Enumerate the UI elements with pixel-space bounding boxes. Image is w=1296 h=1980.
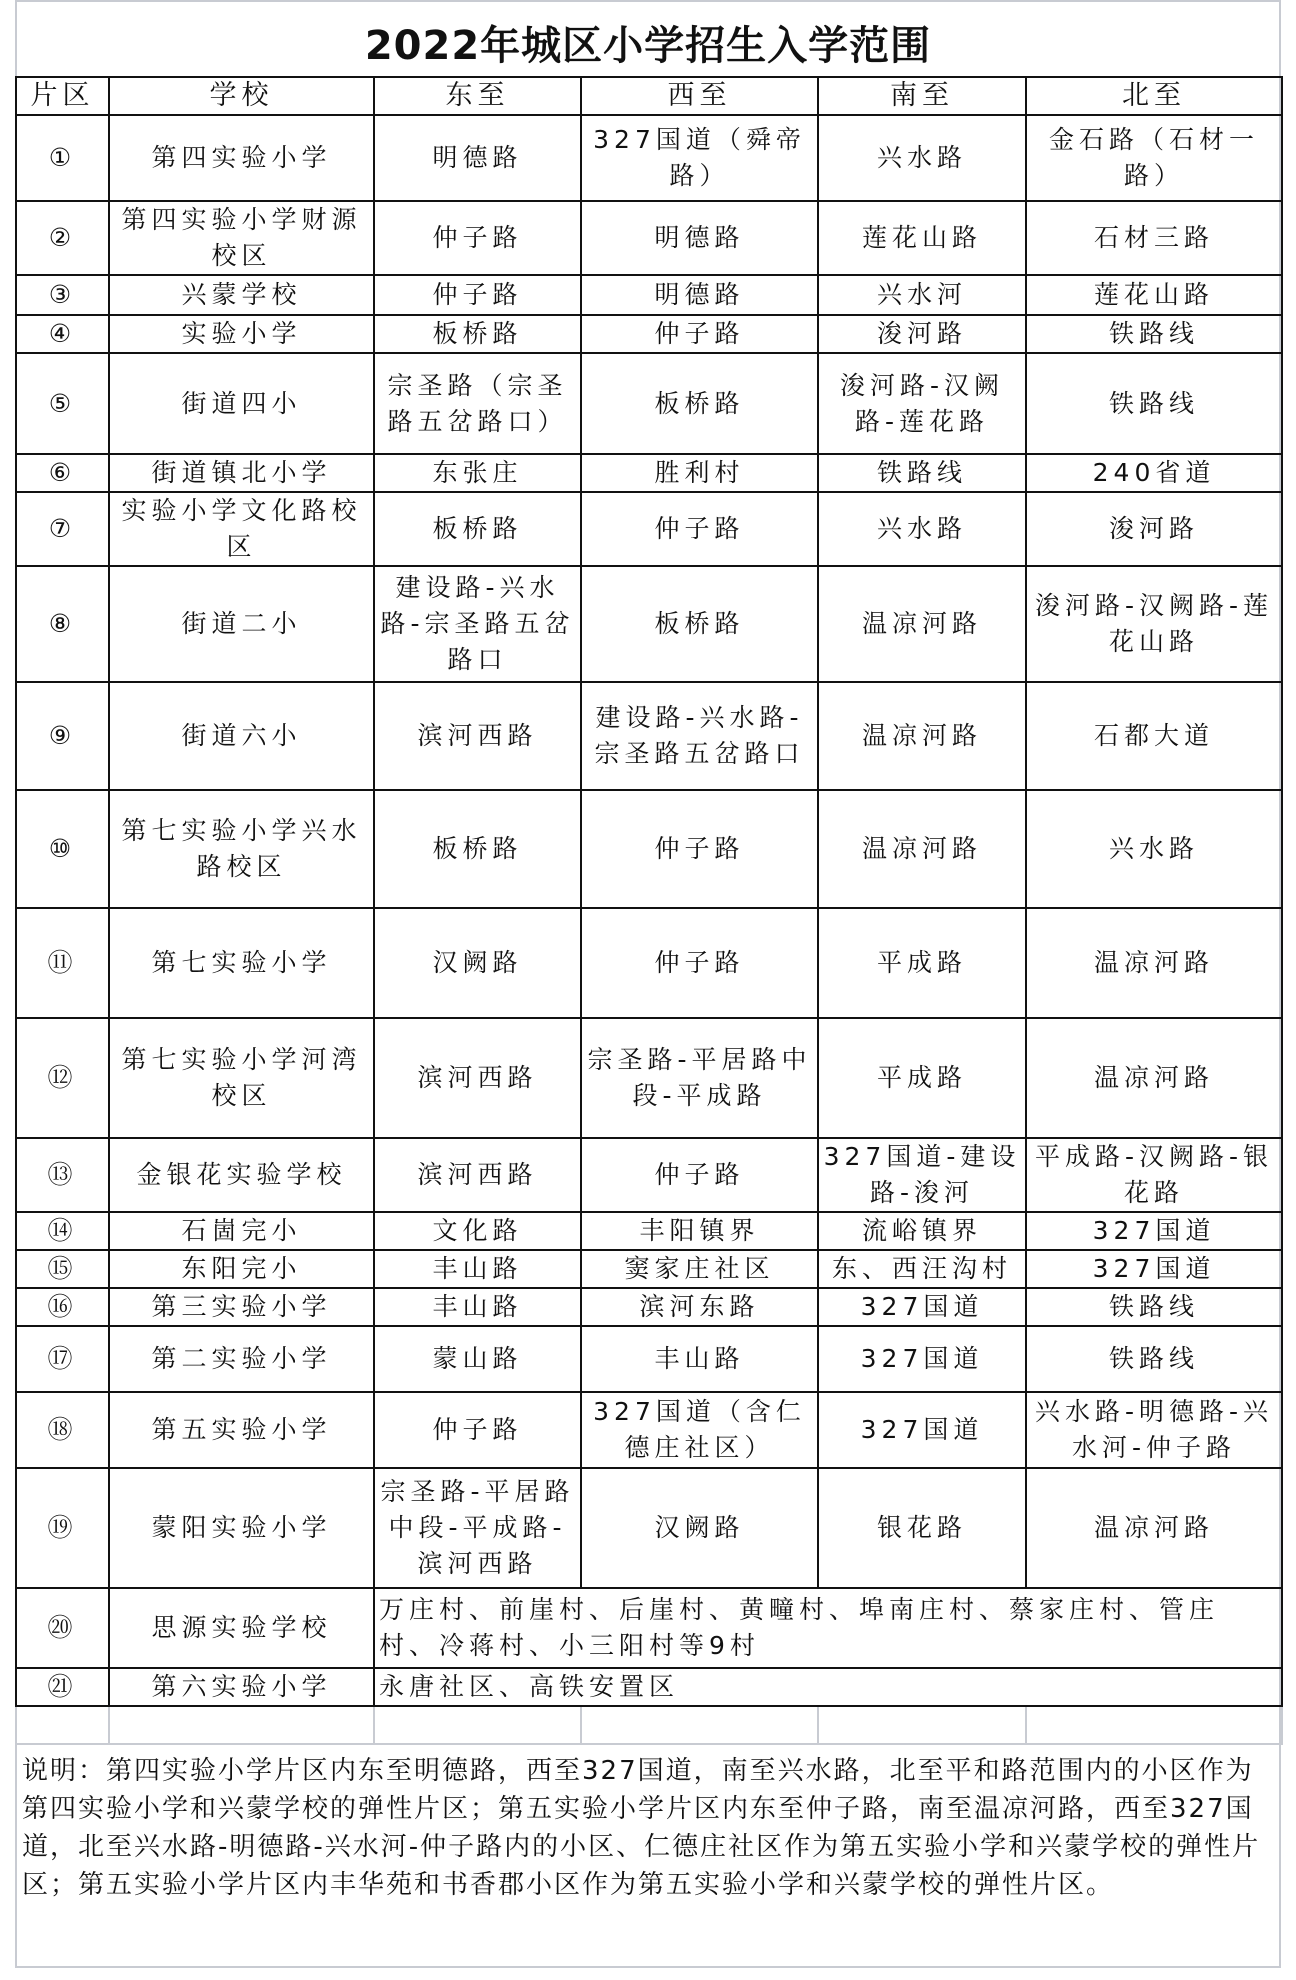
cell-east: 板桥路 bbox=[374, 790, 581, 908]
cell-north: 浚河路-汉阙路-莲花山路 bbox=[1026, 566, 1282, 682]
cell-no: ⑭ bbox=[16, 1212, 109, 1250]
table-row bbox=[16, 1468, 1282, 1588]
cell-no: ⑧ bbox=[16, 566, 109, 682]
cell-school: 东阳完小 bbox=[109, 1250, 374, 1288]
empty-cell bbox=[818, 1706, 1026, 1744]
table-row bbox=[16, 1392, 1282, 1468]
cell-no: ⑦ bbox=[16, 492, 109, 566]
table-row bbox=[16, 1138, 1282, 1212]
cell-no: ⑬ bbox=[16, 1138, 109, 1212]
table-row bbox=[16, 315, 1282, 353]
document-title: 2022年城区小学招生入学范围 bbox=[364, 23, 932, 69]
cell-north: 浚河路 bbox=[1026, 492, 1282, 566]
header-south: 南至 bbox=[818, 77, 1026, 115]
cell-south: 浚河路 bbox=[818, 315, 1026, 353]
table-row bbox=[16, 682, 1282, 790]
cell-south: 327国道 bbox=[818, 1326, 1026, 1392]
cell-north: 327国道 bbox=[1026, 1250, 1282, 1288]
cell-no: ⑯ bbox=[16, 1288, 109, 1326]
cell-north: 石都大道 bbox=[1026, 682, 1282, 790]
cell-school: 街道镇北小学 bbox=[109, 454, 374, 492]
blank-row bbox=[16, 1706, 1282, 1744]
cell-west: 仲子路 bbox=[581, 1138, 818, 1212]
cell-east: 宗圣路（宗圣路五岔路口） bbox=[374, 353, 581, 454]
table-row bbox=[16, 566, 1282, 682]
cell-school: 蒙阳实验小学 bbox=[109, 1468, 374, 1588]
table-row bbox=[16, 1668, 1282, 1706]
cell-west: 板桥路 bbox=[581, 353, 818, 454]
cell-north: 铁路线 bbox=[1026, 1288, 1282, 1326]
cell-north: 温凉河路 bbox=[1026, 908, 1282, 1018]
note-text: 说明：第四实验小学片区内东至明德路，西至327国道，南至兴水路，北至平和路范围内的小区作为第四实验小学和兴蒙学校的弹性片区；第五实验小学片区内东至仲子路，南至温凉河路，西至327国道，北至兴水路-明德路-兴水河-仲子路内的小区、仁德庄社区作为第五实验小学和兴蒙学校的弹性片区；第五实验小学片区内丰华苑和书香郡小区作为第五实验小学和兴蒙学校的弹性片区。 bbox=[22, 1756, 1261, 1900]
cell-east: 明德路 bbox=[374, 115, 581, 201]
cell-west: 板桥路 bbox=[581, 566, 818, 682]
cell-west: 仲子路 bbox=[581, 908, 818, 1018]
cell-no: ④ bbox=[16, 315, 109, 353]
table-row bbox=[16, 353, 1282, 454]
cell-north: 兴水路 bbox=[1026, 790, 1282, 908]
cell-no: ㉑ bbox=[16, 1668, 109, 1706]
cell-school: 思源实验学校 bbox=[109, 1588, 374, 1668]
table-row bbox=[16, 1212, 1282, 1250]
cell-east: 滨河西路 bbox=[374, 682, 581, 790]
table-row bbox=[16, 1326, 1282, 1392]
cell-south: 温凉河路 bbox=[818, 790, 1026, 908]
cell-west: 汉阙路 bbox=[581, 1468, 818, 1588]
cell-school: 第七实验小学兴水路校区 bbox=[109, 790, 374, 908]
cell-range: 万庄村、前崖村、后崖村、黄疃村、埠南庄村、蔡家庄村、管庄村、冷蒋村、小三阳村等9村 bbox=[374, 1588, 1282, 1668]
cell-north: 240省道 bbox=[1026, 454, 1282, 492]
cell-west: 丰阳镇界 bbox=[581, 1212, 818, 1250]
cell-school: 兴蒙学校 bbox=[109, 275, 374, 315]
cell-west: 建设路-兴水路-宗圣路五岔路口 bbox=[581, 682, 818, 790]
cell-school: 石崮完小 bbox=[109, 1212, 374, 1250]
cell-east: 丰山路 bbox=[374, 1250, 581, 1288]
cell-school: 第六实验小学 bbox=[109, 1668, 374, 1706]
cell-school: 金银花实验学校 bbox=[109, 1138, 374, 1212]
cell-school: 实验小学 bbox=[109, 315, 374, 353]
header-west: 西至 bbox=[581, 77, 818, 115]
cell-west: 胜利村 bbox=[581, 454, 818, 492]
cell-no: ⑪ bbox=[16, 908, 109, 1018]
header-zone: 片区 bbox=[16, 77, 109, 115]
cell-north: 兴水路-明德路-兴水河-仲子路 bbox=[1026, 1392, 1282, 1468]
header-row bbox=[16, 77, 1282, 115]
cell-no: ⑥ bbox=[16, 454, 109, 492]
cell-east: 汉阙路 bbox=[374, 908, 581, 1018]
cell-south: 平成路 bbox=[818, 908, 1026, 1018]
cell-south: 东、西汪沟村 bbox=[818, 1250, 1026, 1288]
cell-west: 窦家庄社区 bbox=[581, 1250, 818, 1288]
cell-south: 327国道 bbox=[818, 1288, 1026, 1326]
cell-east: 板桥路 bbox=[374, 315, 581, 353]
cell-east: 仲子路 bbox=[374, 1392, 581, 1468]
cell-south: 平成路 bbox=[818, 1018, 1026, 1138]
cell-south: 327国道 bbox=[818, 1392, 1026, 1468]
table-row bbox=[16, 201, 1282, 275]
cell-west: 仲子路 bbox=[581, 790, 818, 908]
cell-west: 仲子路 bbox=[581, 315, 818, 353]
cell-east: 滨河西路 bbox=[374, 1138, 581, 1212]
cell-north: 铁路线 bbox=[1026, 1326, 1282, 1392]
cell-south: 温凉河路 bbox=[818, 682, 1026, 790]
empty-cell bbox=[109, 1706, 374, 1744]
cell-no: ⑰ bbox=[16, 1326, 109, 1392]
cell-west: 327国道（含仁德庄社区） bbox=[581, 1392, 818, 1468]
cell-no: ⑳ bbox=[16, 1588, 109, 1668]
header-north: 北至 bbox=[1026, 77, 1282, 115]
cell-north: 铁路线 bbox=[1026, 353, 1282, 454]
cell-range: 永唐社区、高铁安置区 bbox=[374, 1668, 1282, 1706]
cell-south: 莲花山路 bbox=[818, 201, 1026, 275]
cell-west: 丰山路 bbox=[581, 1326, 818, 1392]
cell-north: 温凉河路 bbox=[1026, 1468, 1282, 1588]
table-row bbox=[16, 492, 1282, 566]
cell-north: 327国道 bbox=[1026, 1212, 1282, 1250]
cell-school: 街道二小 bbox=[109, 566, 374, 682]
cell-east: 滨河西路 bbox=[374, 1018, 581, 1138]
cell-south: 兴水路 bbox=[818, 492, 1026, 566]
cell-west: 327国道（舜帝路） bbox=[581, 115, 818, 201]
table-row bbox=[16, 454, 1282, 492]
cell-south: 银花路 bbox=[818, 1468, 1026, 1588]
cell-no: ⑤ bbox=[16, 353, 109, 454]
cell-east: 蒙山路 bbox=[374, 1326, 581, 1392]
cell-east: 仲子路 bbox=[374, 275, 581, 315]
table-row bbox=[16, 1250, 1282, 1288]
cell-no: ② bbox=[16, 201, 109, 275]
cell-no: ⑨ bbox=[16, 682, 109, 790]
table-row bbox=[16, 790, 1282, 908]
table-row bbox=[16, 115, 1282, 201]
table-row bbox=[16, 275, 1282, 315]
cell-east: 板桥路 bbox=[374, 492, 581, 566]
cell-school: 第五实验小学 bbox=[109, 1392, 374, 1468]
empty-cell bbox=[1026, 1706, 1282, 1744]
cell-south: 兴水河 bbox=[818, 275, 1026, 315]
cell-north: 莲花山路 bbox=[1026, 275, 1282, 315]
cell-south: 浚河路-汉阙路-莲花路 bbox=[818, 353, 1026, 454]
cell-south: 流峪镇界 bbox=[818, 1212, 1026, 1250]
cell-west: 滨河东路 bbox=[581, 1288, 818, 1326]
cell-no: ③ bbox=[16, 275, 109, 315]
cell-west: 宗圣路-平居路中段-平成路 bbox=[581, 1018, 818, 1138]
cell-no: ⑲ bbox=[16, 1468, 109, 1588]
cell-school: 第四实验小学财源校区 bbox=[109, 201, 374, 275]
cell-school: 第二实验小学 bbox=[109, 1326, 374, 1392]
cell-south: 327国道-建设路-浚河 bbox=[818, 1138, 1026, 1212]
cell-school: 第七实验小学 bbox=[109, 908, 374, 1018]
cell-south: 兴水路 bbox=[818, 115, 1026, 201]
cell-no: ⑱ bbox=[16, 1392, 109, 1468]
cell-north: 温凉河路 bbox=[1026, 1018, 1282, 1138]
cell-west: 仲子路 bbox=[581, 492, 818, 566]
empty-cell bbox=[374, 1706, 581, 1744]
cell-east: 仲子路 bbox=[374, 201, 581, 275]
table-row bbox=[16, 1288, 1282, 1326]
table-row bbox=[16, 908, 1282, 1018]
empty-cell bbox=[581, 1706, 818, 1744]
cell-north: 铁路线 bbox=[1026, 315, 1282, 353]
cell-east: 丰山路 bbox=[374, 1288, 581, 1326]
cell-east: 宗圣路-平居路中段-平成路-滨河西路 bbox=[374, 1468, 581, 1588]
cell-no: ⑩ bbox=[16, 790, 109, 908]
cell-no: ⑫ bbox=[16, 1018, 109, 1138]
cell-no: ⑮ bbox=[16, 1250, 109, 1288]
cell-west: 明德路 bbox=[581, 275, 818, 315]
cell-school: 第四实验小学 bbox=[109, 115, 374, 201]
header-school: 学校 bbox=[109, 77, 374, 115]
cell-school: 街道四小 bbox=[109, 353, 374, 454]
cell-school: 实验小学文化路校区 bbox=[109, 492, 374, 566]
cell-east: 建设路-兴水路-宗圣路五岔路口 bbox=[374, 566, 581, 682]
enrollment-table bbox=[15, 76, 1283, 1745]
cell-school: 第七实验小学河湾校区 bbox=[109, 1018, 374, 1138]
table-row bbox=[16, 1588, 1282, 1668]
cell-north: 金石路（石材一路） bbox=[1026, 115, 1282, 201]
cell-north: 石材三路 bbox=[1026, 201, 1282, 275]
cell-south: 温凉河路 bbox=[818, 566, 1026, 682]
header-east: 东至 bbox=[374, 77, 581, 115]
cell-east: 文化路 bbox=[374, 1212, 581, 1250]
cell-east: 东张庄 bbox=[374, 454, 581, 492]
cell-school: 街道六小 bbox=[109, 682, 374, 790]
cell-no: ① bbox=[16, 115, 109, 201]
cell-school: 第三实验小学 bbox=[109, 1288, 374, 1326]
empty-cell bbox=[16, 1706, 109, 1744]
table-row bbox=[16, 1018, 1282, 1138]
cell-south: 铁路线 bbox=[818, 454, 1026, 492]
cell-west: 明德路 bbox=[581, 201, 818, 275]
cell-north: 平成路-汉阙路-银花路 bbox=[1026, 1138, 1282, 1212]
